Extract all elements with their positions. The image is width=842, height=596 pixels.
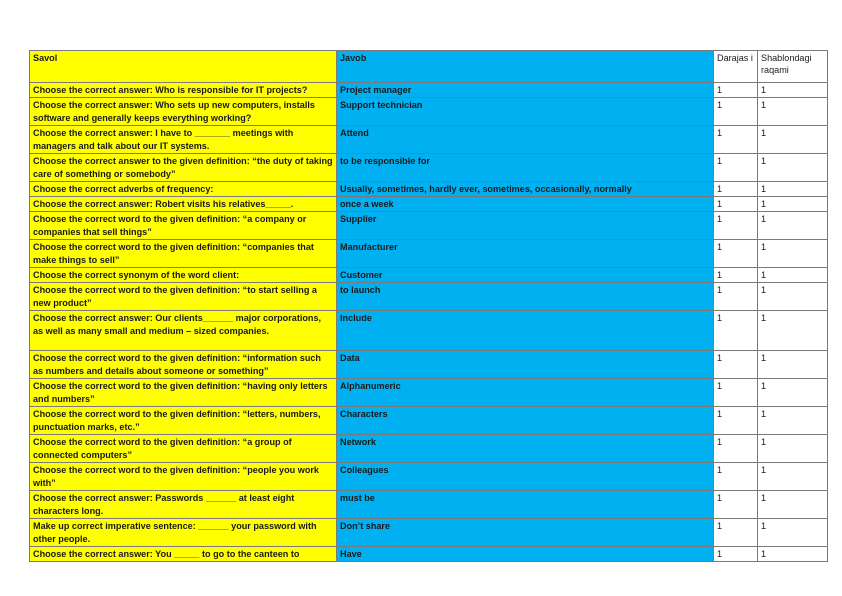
template-cell: 1 [758,197,828,212]
template-cell: 1 [758,283,828,311]
question-cell: Choose the correct answer to the given definition: “the duty of taking care of something or somebody” [30,154,337,182]
question-cell: Make up correct imperative sentence: ______ your password with other people. [30,519,337,547]
template-cell: 1 [758,240,828,268]
answer-cell: once a week [337,197,714,212]
answer-cell: Have [337,547,714,562]
table-row [30,83,828,98]
answer-cell: Project manager [337,83,714,98]
table-row [30,98,828,126]
table-row [30,311,828,351]
level-cell: 1 [714,283,758,311]
template-cell: 1 [758,463,828,491]
question-cell: Choose the correct answer: Robert visits his relatives_____. [30,197,337,212]
template-cell: 1 [758,126,828,154]
level-cell: 1 [714,463,758,491]
question-cell: Choose the correct adverbs of frequency: [30,182,337,197]
answer-cell: Attend [337,126,714,154]
template-cell: 1 [758,379,828,407]
answer-cell: to be responsible for [337,154,714,182]
table-row [30,154,828,182]
level-cell: 1 [714,240,758,268]
level-cell: 1 [714,435,758,463]
template-cell: 1 [758,98,828,126]
level-cell: 1 [714,182,758,197]
question-cell: Choose the correct answer: Our clients______ major corporations, as well as many small and medium – sized companies. [30,311,337,351]
table-row [30,126,828,154]
answer-cell: Don’t share [337,519,714,547]
header-answer: Javob [337,51,714,83]
question-cell: Choose the correct answer: Who is responsible for IT projects? [30,83,337,98]
template-cell: 1 [758,83,828,98]
answer-cell: Alphanumeric [337,379,714,407]
quiz-table-body [30,51,828,562]
answer-cell: Supplier [337,212,714,240]
header-question: Savol [30,51,337,83]
question-cell: Choose the correct word to the given definition: “to start selling a new product” [30,283,337,311]
level-cell: 1 [714,519,758,547]
answer-cell: Include [337,311,714,351]
level-cell: 1 [714,197,758,212]
answer-cell: Manufacturer [337,240,714,268]
level-cell: 1 [714,268,758,283]
template-cell: 1 [758,268,828,283]
table-row [30,547,828,562]
answer-cell: Characters [337,407,714,435]
answer-cell: Data [337,351,714,379]
template-cell: 1 [758,491,828,519]
table-header-row [30,51,828,83]
table-row [30,519,828,547]
question-cell: Choose the correct synonym of the word client: [30,268,337,283]
answer-cell: Customer [337,268,714,283]
table-row [30,351,828,379]
table-row [30,182,828,197]
table-row [30,435,828,463]
table-row [30,283,828,311]
template-cell: 1 [758,182,828,197]
table-row [30,491,828,519]
answer-cell: to launch [337,283,714,311]
question-cell: Choose the correct word to the given definition: “people you work with” [30,463,337,491]
level-cell: 1 [714,379,758,407]
level-cell: 1 [714,83,758,98]
template-cell: 1 [758,519,828,547]
level-cell: 1 [714,126,758,154]
question-cell: Choose the correct word to the given definition: “a group of connected computers” [30,435,337,463]
level-cell: 1 [714,311,758,351]
question-cell: Choose the correct word to the given definition: “having only letters and numbers” [30,379,337,407]
template-cell: 1 [758,154,828,182]
question-cell: Choose the correct word to the given definition: “a company or companies that sell things” [30,212,337,240]
template-cell: 1 [758,547,828,562]
table-row [30,379,828,407]
question-cell: Choose the correct answer: I have to _______ meetings with managers and talk about our IT systems. [30,126,337,154]
question-cell: Choose the correct word to the given definition: “information such as numbers and details about someone or something” [30,351,337,379]
header-template: Shablondagi raqami [758,51,828,83]
level-cell: 1 [714,407,758,435]
table-row [30,407,828,435]
table-row [30,268,828,283]
template-cell: 1 [758,351,828,379]
question-cell: Choose the correct word to the given definition: “letters, numbers, punctuation marks, etc.” [30,407,337,435]
answer-cell: Usually, sometimes, hardly ever, sometimes, occasionally, normally [337,182,714,197]
header-level: Darajas i [714,51,758,83]
question-cell: Choose the correct answer: You _____ to go to the canteen to [30,547,337,562]
answer-cell: Network [337,435,714,463]
template-cell: 1 [758,212,828,240]
level-cell: 1 [714,98,758,126]
answer-cell: must be [337,491,714,519]
level-cell: 1 [714,491,758,519]
template-cell: 1 [758,435,828,463]
template-cell: 1 [758,407,828,435]
table-row [30,212,828,240]
table-row [30,240,828,268]
level-cell: 1 [714,154,758,182]
level-cell: 1 [714,351,758,379]
template-cell: 1 [758,311,828,351]
table-row [30,197,828,212]
answer-cell: Colleagues [337,463,714,491]
table-row [30,463,828,491]
quiz-table [29,50,828,562]
question-cell: Choose the correct answer: Who sets up new computers, installs software and generally keeps everything working? [30,98,337,126]
question-cell: Choose the correct answer: Passwords ______ at least eight characters long. [30,491,337,519]
answer-cell: Support technician [337,98,714,126]
level-cell: 1 [714,547,758,562]
question-cell: Choose the correct word to the given definition: “companies that make things to sell” [30,240,337,268]
level-cell: 1 [714,212,758,240]
